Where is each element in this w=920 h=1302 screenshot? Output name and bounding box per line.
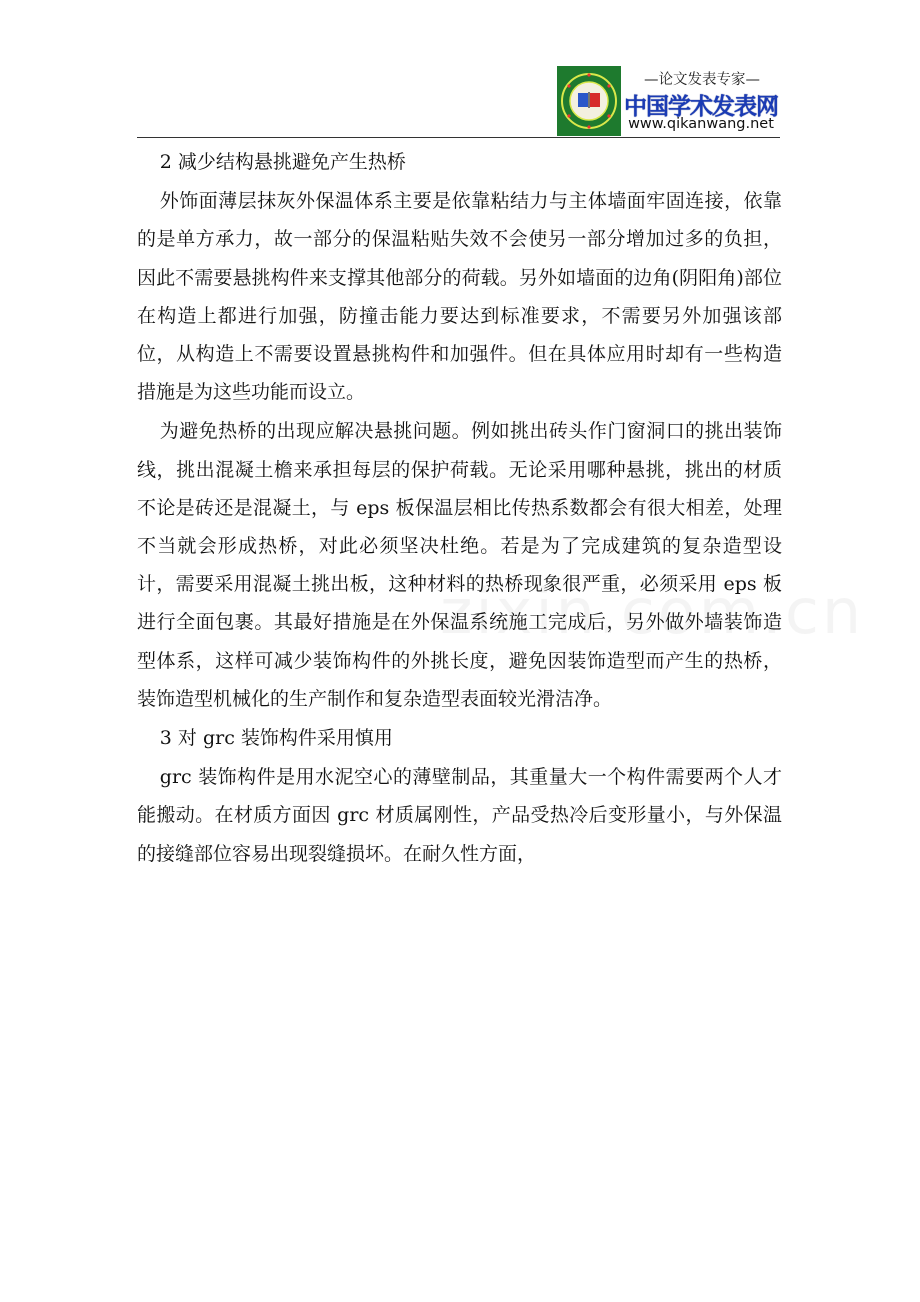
logo-tagline: —论文发表专家— <box>644 72 760 88</box>
header-divider <box>137 137 780 138</box>
document-body <box>137 143 782 873</box>
logo-name: 中国学术发表网 <box>624 94 778 120</box>
seal-emblem-icon <box>557 66 621 136</box>
paragraph: 外饰面薄层抹灰外保温体系主要是依靠粘结力与主体墙面牢固连接，依靠的是单方承力，故一部分的保温粘贴失效不会使另一部分增加过多的负担，因此不需要悬挑构件来支撑其他部分的荷载。另外如墙面的边角(阴阳角)部位在构造上都进行加强，防撞击能力要达到标准要求，不需要另外加强该部位，从构造上不需要设置悬挑构件和加强件。但在具体应用时却有一些构造措施是为这些功能而设立。 <box>137 190 782 404</box>
logo-url: www.qikanwang.net <box>628 116 774 132</box>
section-heading-3: 3 对 grc 装饰构件采用慎用 <box>159 727 393 750</box>
section-heading-2: 2 减少结构悬挑避免产生热桥 <box>159 151 406 173</box>
paragraph: 为避免热桥的出现应解决悬挑问题。例如挑出砖头作门窗洞口的挑出装饰线，挑出混凝土檐来承担每层的保护荷载。无论采用哪种悬挑，挑出的材质不论是砖还是混凝土，与 eps 板保温层相比传热系数都会有很大相差，处理不当就会形成热桥，对此必须坚决杜绝。若是为了完成建筑的复杂造型设计，需要采用混凝土挑出板，这种材料的热桥现象很严重，必须采用 eps 板进行全面包裹。其最好措施是在外保温系统施工完成后，另外做外墙装饰造型体系，这样可减少装饰构件的外挑长度，避免因装饰造型而产生的热桥，装饰造型机械化的生产制作和复杂造型表面较光滑洁净。 <box>137 420 782 710</box>
logo-text-area <box>621 66 780 136</box>
site-logo <box>557 66 780 136</box>
paragraph: grc 装饰构件是用水泥空心的薄壁制品，其重量大一个构件需要两个人才能搬动。在材质方面因 grc 材质属刚性，产品受热冷后变形量小，与外保温的接缝部位容易出现裂缝损坏。在耐久性方面， <box>137 766 782 865</box>
